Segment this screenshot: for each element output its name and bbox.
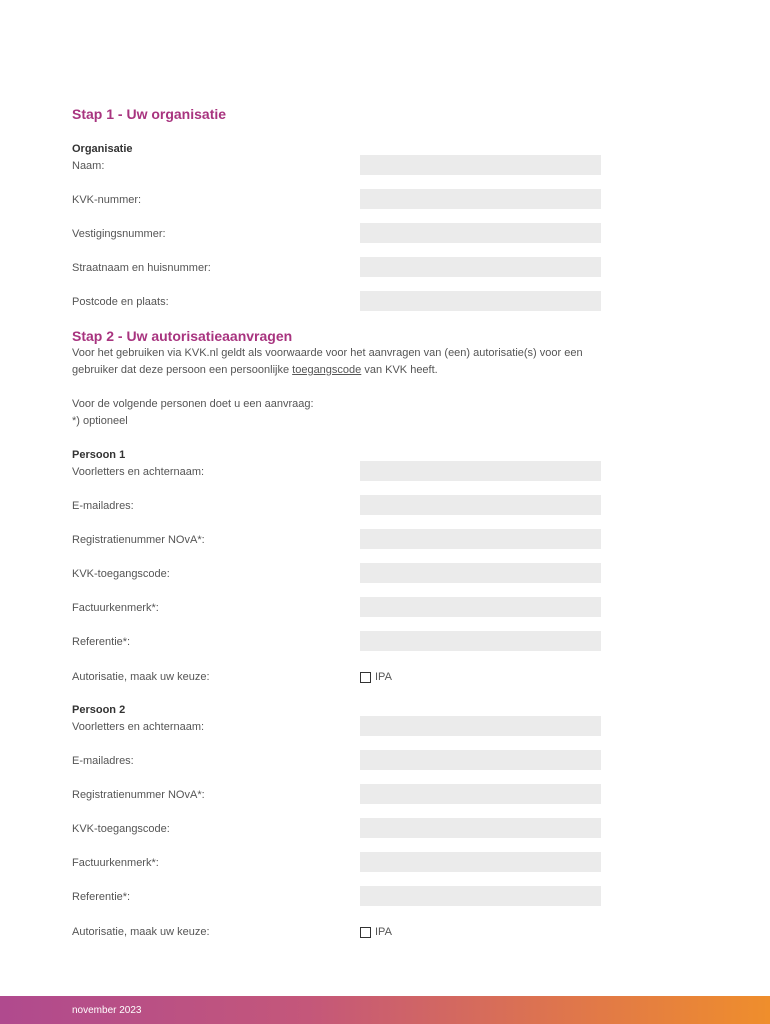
p2-ipa-label: IPA — [375, 926, 392, 938]
p1-naam-label: Voorletters en achternaam: — [72, 466, 205, 478]
request-line: Voor de volgende personen doet u een aanvraag: — [72, 398, 314, 410]
p1-factuurkenmerk-field[interactable] — [360, 597, 601, 617]
p1-nova-field[interactable] — [360, 529, 601, 549]
intro-line-2-post: van KVK heeft. — [361, 364, 438, 376]
p1-kvk-toegangscode-label: KVK-toegangscode: — [72, 568, 170, 580]
p1-email-field[interactable] — [360, 495, 601, 515]
intro-paragraph — [72, 345, 612, 379]
p1-ipa-label: IPA — [375, 671, 392, 683]
p2-kvk-toegangscode-label: KVK-toegangscode: — [72, 823, 170, 835]
p2-autorisatie-label: Autorisatie, maak uw keuze: — [72, 926, 210, 938]
p1-referentie-label: Referentie*: — [72, 636, 131, 648]
step1-title: Stap 1 - Uw organisatie — [72, 106, 227, 122]
straatnaam-field[interactable] — [360, 257, 601, 277]
p2-kvk-toegangscode-field[interactable] — [360, 818, 601, 838]
p2-email-label: E-mailadres: — [72, 755, 134, 767]
naam-label: Naam: — [72, 160, 105, 172]
p2-factuurkenmerk-label: Factuurkenmerk*: — [72, 857, 159, 869]
vestigingsnummer-field[interactable] — [360, 223, 601, 243]
intro-line-1: Voor het gebruiken via KVK.nl geldt als voorwaarde voor het aanvragen van (een) autorisatie(s) voor een — [72, 347, 583, 359]
step2-title: Stap 2 - Uw autorisatieaanvragen — [72, 328, 293, 344]
p2-naam-label: Voorletters en achternaam: — [72, 721, 205, 733]
p2-nova-label: Registratienummer NOvA*: — [72, 789, 205, 801]
p1-referentie-field[interactable] — [360, 631, 601, 651]
p1-kvk-toegangscode-field[interactable] — [360, 563, 601, 583]
persoon1-heading: Persoon 1 — [72, 449, 126, 461]
postcode-label: Postcode en plaats: — [72, 296, 169, 308]
p2-referentie-field[interactable] — [360, 886, 601, 906]
p2-email-field[interactable] — [360, 750, 601, 770]
persoon2-heading: Persoon 2 — [72, 704, 126, 716]
p1-naam-field[interactable] — [360, 461, 601, 481]
intro-line-2 — [72, 362, 612, 379]
naam-field[interactable] — [360, 155, 601, 175]
organisatie-heading: Organisatie — [72, 143, 133, 155]
kvk-nummer-field[interactable] — [360, 189, 601, 209]
p2-factuurkenmerk-field[interactable] — [360, 852, 601, 872]
footer-date: november 2023 — [72, 1005, 142, 1016]
toegangscode-link[interactable]: toegangscode — [292, 364, 362, 376]
postcode-field[interactable] — [360, 291, 601, 311]
p1-email-label: E-mailadres: — [72, 500, 134, 512]
intro-line-2-pre: gebruiker dat deze persoon een persoonlijke — [72, 364, 293, 376]
p1-autorisatie-label: Autorisatie, maak uw keuze: — [72, 671, 210, 683]
optional-note: *) optioneel — [72, 415, 128, 427]
p1-factuurkenmerk-label: Factuurkenmerk*: — [72, 602, 159, 614]
p2-referentie-label: Referentie*: — [72, 891, 131, 903]
p1-nova-label: Registratienummer NOvA*: — [72, 534, 205, 546]
p2-naam-field[interactable] — [360, 716, 601, 736]
kvk-nummer-label: KVK-nummer: — [72, 194, 142, 206]
p2-ipa-checkbox[interactable] — [360, 927, 371, 938]
p2-nova-field[interactable] — [360, 784, 601, 804]
p1-ipa-checkbox[interactable] — [360, 672, 371, 683]
straatnaam-label: Straatnaam en huisnummer: — [72, 262, 211, 274]
vestigingsnummer-label: Vestigingsnummer: — [72, 228, 166, 240]
